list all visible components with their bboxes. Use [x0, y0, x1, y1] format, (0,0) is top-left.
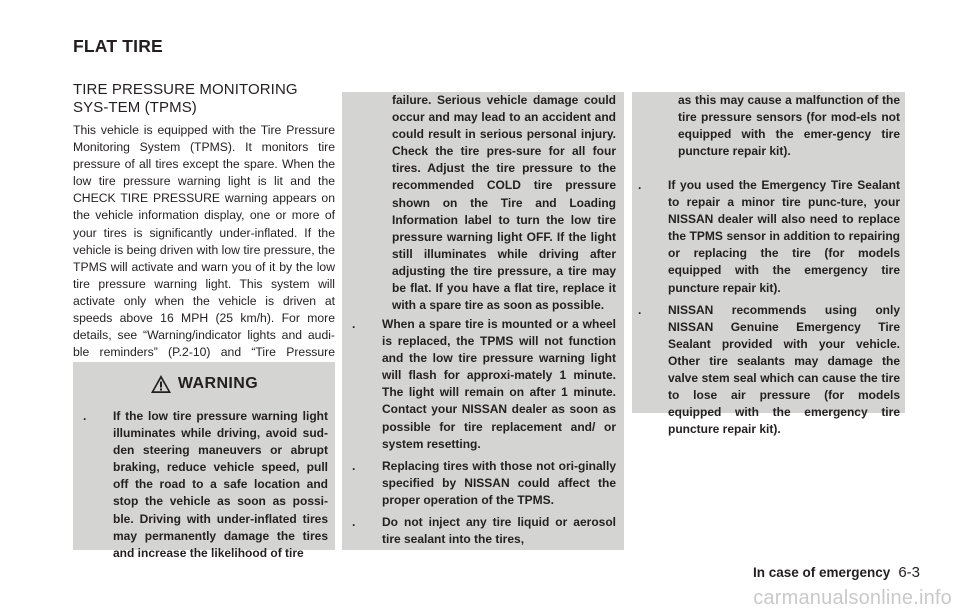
list-item: [83, 408, 328, 562]
bullet-symbol: .: [638, 178, 642, 192]
bullet-symbol: .: [83, 409, 87, 423]
bullet-symbol: .: [352, 458, 356, 473]
page-footer: [753, 564, 920, 581]
list-item-text: Replacing tires with those not ori-ginally specified by NISSAN could affect the proper operation of the TPMS.: [382, 458, 616, 507]
bullet-symbol: .: [352, 317, 356, 331]
list-item-text: If you used the Emergency Tire Sealant to repair a minor tire punc-ture, your NISSAN dealer will also need to replace the TPMS sensor in addition to repairing or replacing the tire (for models equipped with the emergency tire puncture repair kit).: [668, 178, 900, 295]
warning-continuation-col2: failure. Serious vehicle damage could occur and may lead to an accident and could result in serious personal injury. Check the tire pres-sure for all four tires. Adjust the tire pressure to the recommended COLD tire pressure shown on the Tire and Loading Information label to turn the low tire pressure warning light OFF. If the light still illuminates while driving after adjusting the tire pressure, a tire may be flat. If you have a flat tire, replace it with a spare tire as soon as possible.: [392, 93, 616, 313]
list-item-text: If the low tire pressure warning light illuminates while driving, avoid sud-den steering maneuvers or abrupt braking, reduce vehicle speed, pull off the road to a safe location and stop the vehicle as soon as possi-ble. Driving with under-inflated tires may permanently damage the tires and increase the likelihood of tire: [113, 409, 328, 560]
warning-box-column-2: [342, 92, 624, 550]
bullet-symbol: .: [352, 515, 356, 530]
list-item-text: Do not inject any tire liquid or aerosol tire sealant into the tires,: [382, 515, 616, 547]
list-item: [352, 316, 616, 453]
list-item: [638, 177, 900, 297]
bullet-symbol: .: [638, 302, 642, 317]
page-number: 6-3: [898, 564, 920, 581]
warning-triangle-icon: [150, 374, 172, 394]
warning-list-col1: [83, 408, 328, 567]
footer-section-title: In case of emergency: [752, 565, 891, 580]
warning-heading: [73, 374, 335, 394]
page-heading: FLAT TIRE: [73, 36, 163, 56]
warning-list-col3: [638, 177, 900, 443]
watermark: carmanualsonline.info: [753, 587, 952, 609]
list-item-text: NISSAN recommends using only NISSAN Genuine Emergency Tire Sealant provided with your vehicle. Other tire sealants may damage the valve stem seal which can cause the tire to lose air pressure (for models equipped with the emergency tire puncture repair kit).: [668, 302, 900, 437]
warning-heading-label: WARNING: [177, 375, 259, 392]
list-item-text: When a spare tire is mounted or a wheel is replaced, the TPMS will not function and the low tire pressure warning light will flash for approxi-mately 1 minute. The light will remain on after 1 minute. Contact your NISSAN dealer as soon as possible for tire replacement and/ or system resetting.: [382, 317, 616, 451]
intro-paragraph: This vehicle is equipped with the Tire Pressure Monitoring System (TPMS). It monitors tire pressure of all tires except the spare. When the low tire pressure warning light is lit and the CHECK TIRE PRESSURE warning appears on the vehicle information display, one or more of your tires is significantly under-inflated. If the vehicle is being driven with low tire pressure, the TPMS will activate and warn you of it by the low tire pressure warning light. This system will activate only when the vehicle is driven at speeds above 16 MPH (25 km/h). For more details, see “Warning/indicator lights and audi-ble reminders” (P.2-10) and “Tire Pressure: [73, 123, 335, 360]
list-item: [352, 514, 616, 548]
section-title: TIRE PRESSURE MONITORING SYS-TEM (TPMS): [73, 81, 298, 116]
warning-list-col2: [352, 316, 616, 553]
list-item: [352, 458, 616, 509]
list-item: [638, 302, 900, 439]
warning-box-column-3: [632, 92, 905, 437]
warning-continuation-col3: as this may cause a malfunction of the tire pressure sensors (for mod-els not equipped with the emer-gency tire puncture repair kit).: [678, 93, 900, 159]
warning-box-column-1: [73, 362, 335, 560]
